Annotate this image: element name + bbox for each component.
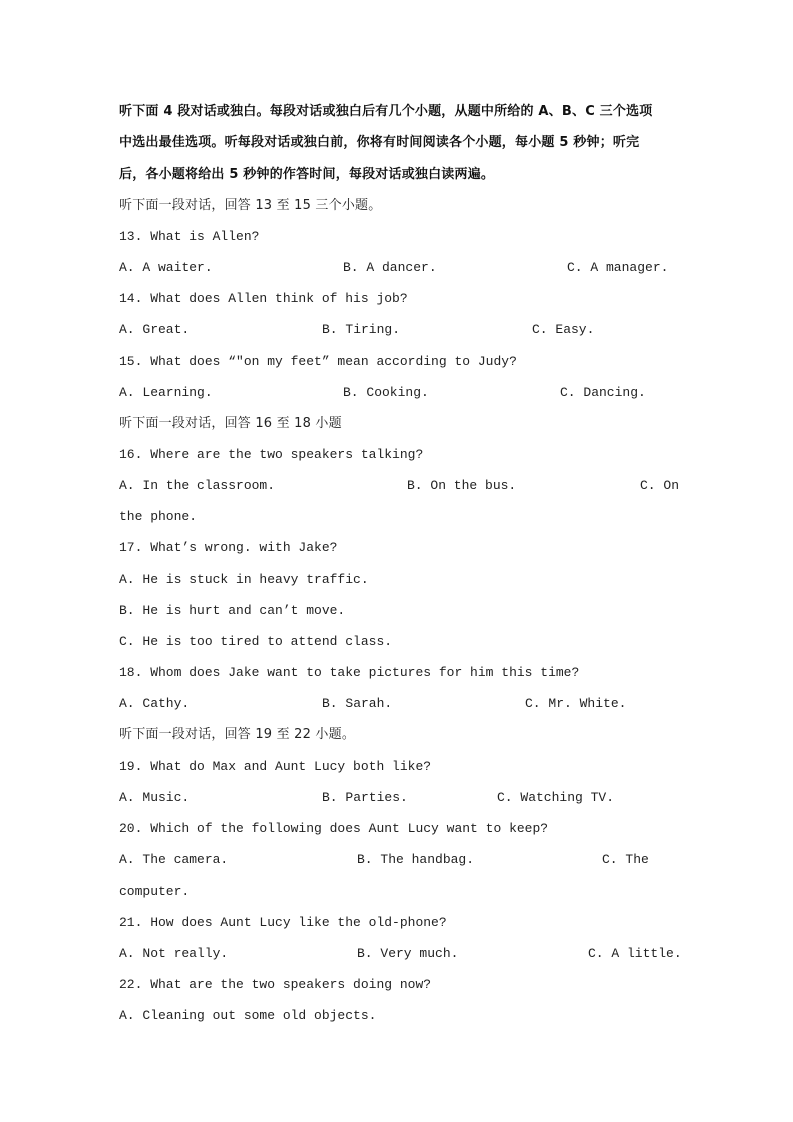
options-row — [0, 258, 793, 278]
option-b: B. On the bus. — [407, 478, 517, 493]
option-c: C. Watching TV. — [497, 790, 615, 805]
option-b: B. Sarah. — [322, 696, 393, 711]
option-c: C. A manager. — [567, 260, 669, 275]
question-stem: 15. What does “″on my feet” mean according to Judy? — [119, 354, 517, 369]
option-a: A. In the classroom. — [119, 478, 276, 493]
question-stem: 18. Whom does Jake want to take pictures for him this time? — [119, 665, 580, 680]
option-b: B. Parties. — [322, 790, 408, 805]
option-c: C. Dancing. — [560, 385, 646, 400]
option-a: A. Not really. — [119, 946, 229, 961]
question-stem: 14. What does Allen think of his job? — [119, 291, 408, 306]
option-b: B. Cooking. — [343, 385, 429, 400]
instructions-line-1: 听下面 4 段对话或独白。每段对话或独白后有几个小题，从题中所给的 A、B、C 三个选项 — [119, 104, 653, 119]
option-c-continuation: the phone. — [119, 509, 198, 524]
question-stem: 13. What is Allen? — [119, 229, 260, 244]
options-row — [0, 788, 793, 808]
option-a: A. A waiter. — [119, 260, 213, 275]
option-b: B. He is hurt and can’t move. — [119, 603, 346, 618]
option-a: A. He is stuck in heavy traffic. — [119, 572, 369, 587]
option-c: C. A little. — [588, 946, 682, 961]
option-b: B. The handbag. — [357, 852, 475, 867]
option-a: A. The camera. — [119, 852, 229, 867]
instructions-line-2: 中选出最佳选项。听每段对话或独白前，你将有时间阅读各个小题，每小题 5 秒钟；听完 — [119, 135, 640, 150]
question-stem: 16. Where are the two speakers talking? — [119, 447, 424, 462]
section-header: 听下面一段对话，回答 13 至 15 三个小题。 — [119, 198, 382, 213]
option-a: A. Cathy. — [119, 696, 190, 711]
options-row — [0, 476, 793, 496]
option-c: C. On — [640, 478, 680, 493]
option-c: C. He is too tired to attend class. — [119, 634, 393, 649]
options-row — [0, 320, 793, 340]
question-stem: 20. Which of the following does Aunt Lucy want to keep? — [119, 821, 549, 836]
options-row — [0, 694, 793, 714]
options-row — [0, 944, 793, 964]
option-a: A. Music. — [119, 790, 190, 805]
option-c: C. The — [602, 852, 649, 867]
section-header: 听下面一段对话，回答 16 至 18 小题 — [119, 416, 342, 431]
option-b: B. Tiring. — [322, 322, 401, 337]
instructions-line-3: 后，各小题将给出 5 秒钟的作答时间，每段对话或独白读两遍。 — [119, 167, 495, 182]
question-stem: 19. What do Max and Aunt Lucy both like? — [119, 759, 432, 774]
options-row — [0, 850, 793, 870]
options-row — [0, 383, 793, 403]
option-c-continuation: computer. — [119, 884, 190, 899]
option-b: B. Very much. — [357, 946, 459, 961]
option-c: C. Mr. White. — [525, 696, 627, 711]
option-a: A. Cleaning out some old objects. — [119, 1008, 377, 1023]
section-header: 听下面一段对话，回答 19 至 22 小题。 — [119, 727, 356, 742]
question-stem: 21. How does Aunt Lucy like the old-phone? — [119, 915, 447, 930]
option-c: C. Easy. — [532, 322, 595, 337]
option-a: A. Great. — [119, 322, 190, 337]
option-a: A. Learning. — [119, 385, 213, 400]
question-stem: 17. What’s wrong. with Jake? — [119, 540, 338, 555]
option-b: B. A dancer. — [343, 260, 437, 275]
question-stem: 22. What are the two speakers doing now? — [119, 977, 432, 992]
